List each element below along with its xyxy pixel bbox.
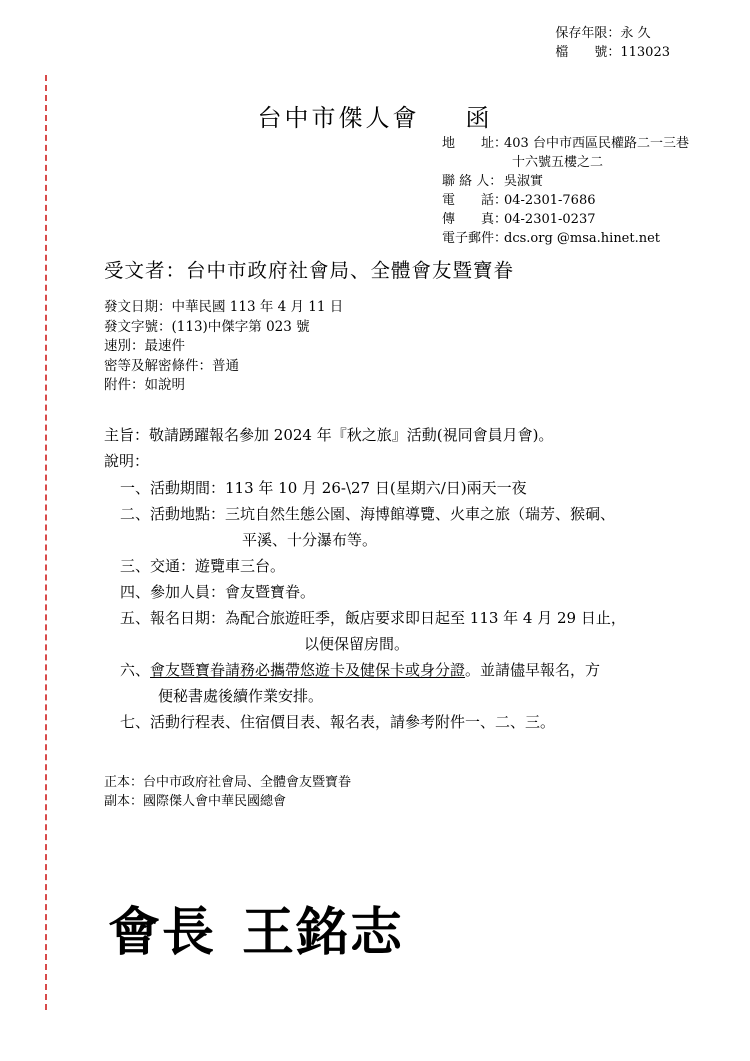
item-7: 七、活動行程表、住宿價目表、報名表，請參考附件一、二、三。: [120, 713, 556, 731]
recipient: 受文者：台中市政府社會局、全體會友暨寶眷: [104, 259, 515, 282]
item-3: 三、交通：遊覽車三台。: [120, 557, 286, 575]
fax-label: 傳 真：: [442, 212, 508, 227]
explanation-items: [104, 475, 626, 735]
address-line-2: 十六號五樓之二: [512, 155, 604, 170]
copy-recipients: 副本：國際傑人會中華民國總會: [104, 794, 287, 809]
binding-margin-line: [45, 75, 47, 1010]
item-6: [104, 657, 626, 683]
address-label: 地 址：: [442, 136, 508, 151]
item-6-continued: 便秘書處後續作業安排。: [158, 687, 324, 705]
signature: [108, 890, 404, 965]
item-2: 二、活動地點：三坑自然生態公園、海博館導覽、火車之旅（瑞芳、猴硐、: [120, 505, 616, 523]
signer-name: 王銘志: [242, 903, 405, 963]
reference-number: 發文字號：(113)中傑字第 023 號: [104, 318, 310, 335]
delivery-speed: 速別：最速件: [104, 338, 185, 355]
attachment-note: 附件：如說明: [104, 377, 185, 394]
contact-block: [442, 134, 689, 248]
phone-label: 電 話：: [442, 193, 508, 208]
address-line-1: 403 台中市西區民權路二一三巷: [504, 136, 689, 151]
item-6-prefix: 六、: [120, 661, 151, 679]
email-label: 電子郵件：: [442, 231, 508, 246]
security-level: 密等及解密條件：普通: [104, 357, 239, 374]
document-info: [104, 298, 343, 396]
document-meta: [555, 24, 670, 62]
contact-person: 吳淑實: [504, 174, 544, 189]
item-6-rest: 。並請儘早報名，方: [465, 661, 601, 679]
item-1: 一、活動期間：113 年 10 月 26-\27 日(星期六/日)兩天一夜: [120, 479, 527, 497]
phone-number: 04-2301-7686: [504, 193, 596, 208]
item-2-continued: 平溪、十分瀑布等。: [242, 531, 378, 549]
original-recipients: 正本：台中市政府社會局、全體會友暨寶眷: [104, 775, 352, 790]
distribution-list: [104, 773, 351, 811]
item-6-emphasis: 會友暨寶眷請務必攜帶悠遊卡及健保卡或身分證: [150, 661, 466, 679]
document-type: 函: [465, 104, 493, 132]
subject-line: 主旨：敬請踴躍報名參加 2024 年『秋之旅』活動(視同會員月會)。: [104, 426, 554, 444]
retention-period: 保存年限：永 久: [555, 26, 651, 41]
contact-person-label: 聯 絡 人：: [442, 174, 503, 189]
item-5-continued: 以便保留房間。: [304, 635, 410, 653]
item-5: 五、報名日期：為配合旅遊旺季，飯店要求即日起至 113 年 4 月 29 日止，: [120, 609, 626, 627]
org-name: 台中市傑人會: [257, 104, 420, 132]
explanation-heading: 說明：: [104, 452, 150, 470]
issue-date: 發文日期：中華民國 113 年 4 月 11 日: [104, 299, 344, 315]
document-title: [0, 98, 750, 133]
fax-number: 04-2301-0237: [504, 212, 596, 227]
email-address: dcs.org @msa.hinet.net: [504, 231, 661, 246]
file-number: 檔 號：113023: [555, 45, 670, 60]
signer-title: 會長: [108, 903, 217, 963]
item-4: 四、參加人員：會友暨寶眷。: [120, 583, 316, 601]
